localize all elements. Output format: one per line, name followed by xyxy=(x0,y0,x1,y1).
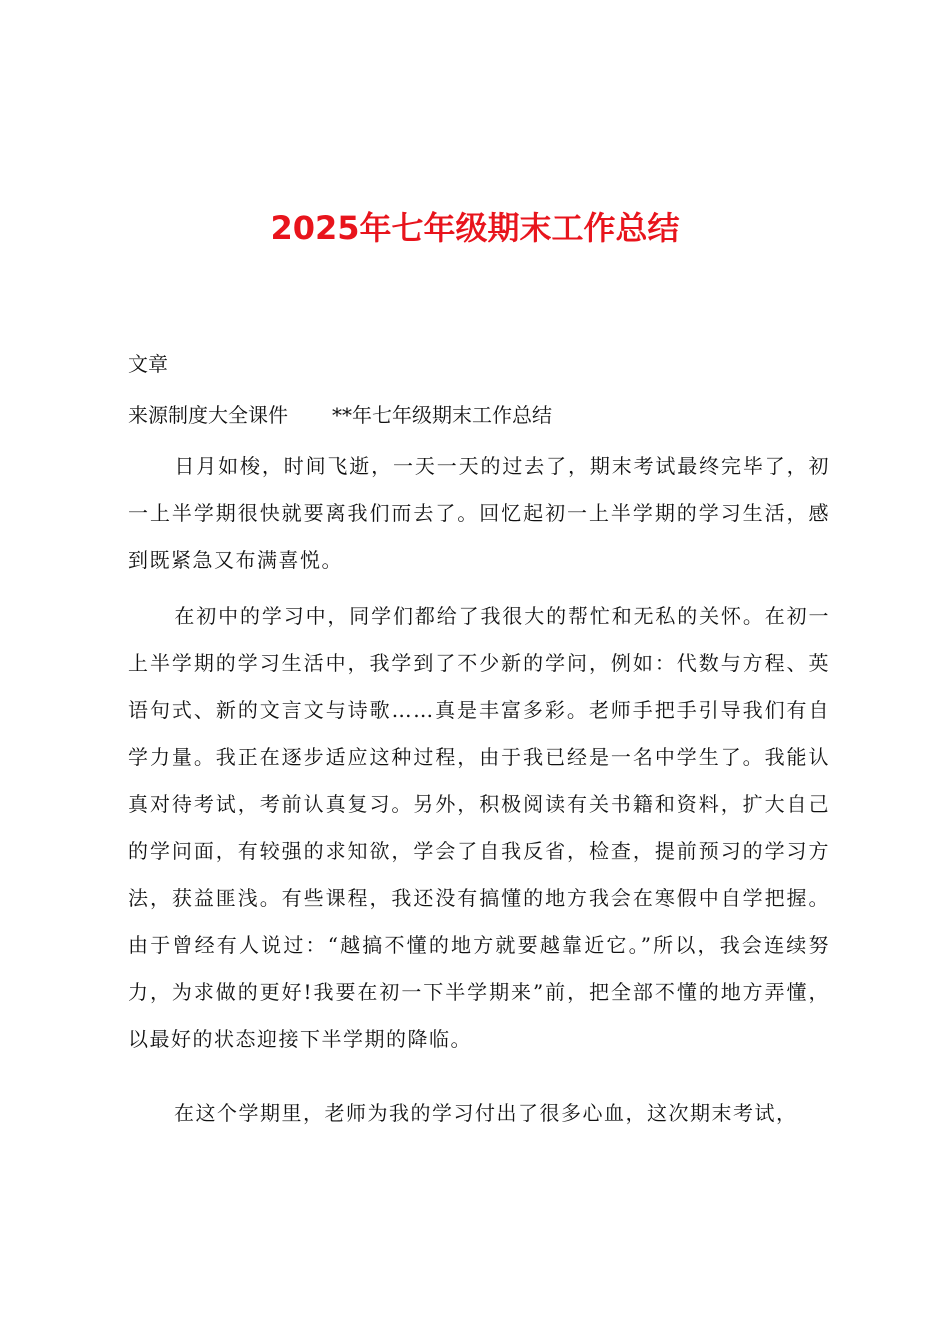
paragraph-3 xyxy=(128,1090,830,1137)
meta-source-line xyxy=(128,401,552,429)
paragraph-2 xyxy=(128,593,830,1063)
meta-source: 来源制度大全课件 xyxy=(128,403,288,427)
document-title: 2025年七年级期末工作总结 xyxy=(270,209,680,247)
paragraph-2-text: 在初中的学习中，同学们都给了我很大的帮忙和无私的关怀。在初一上半学期的学习生活中，我学到了不少新的学问，例如：代数与方程、英语句式、新的文言文与诗歌……真是丰富多彩。老师手把手引导我们有自学力量。我正在逐步适应这种过程，由于我已经是一名中学生了。我能认真对待考试，考前认真复习。另外，积极阅读有关书籍和资料，扩大自己的学问面，有较强的求知欲，学会了自我反省，检查，提前预习的学习方法，获益匪浅。有些课程，我还没有搞懂的地方我会在寒假中自学把握。由于曾经有人说过：“越搞不懂的地方就要越靠近它。”所以，我会连续努力，为求做的更好!我要在初一下半学期来”前，把全部不懂的地方弄懂，以最好的状态迎接下半学期的降临。 xyxy=(128,604,830,1051)
meta-subtitle: **年七年级期末工作总结 xyxy=(332,403,552,427)
paragraph-1 xyxy=(128,443,830,584)
paragraph-1-text: 日月如梭，时间飞逝，一天一天的过去了，期末考试最终完毕了，初一上半学期很快就要离我们而去了。回忆起初一上半学期的学习生活，感到既紧急又布满喜悦。 xyxy=(128,454,830,572)
meta-article-label: 文章 xyxy=(128,352,168,376)
paragraph-3-text: 在这个学期里，老师为我的学习付出了很多心血，这次期末考试， xyxy=(174,1101,798,1125)
